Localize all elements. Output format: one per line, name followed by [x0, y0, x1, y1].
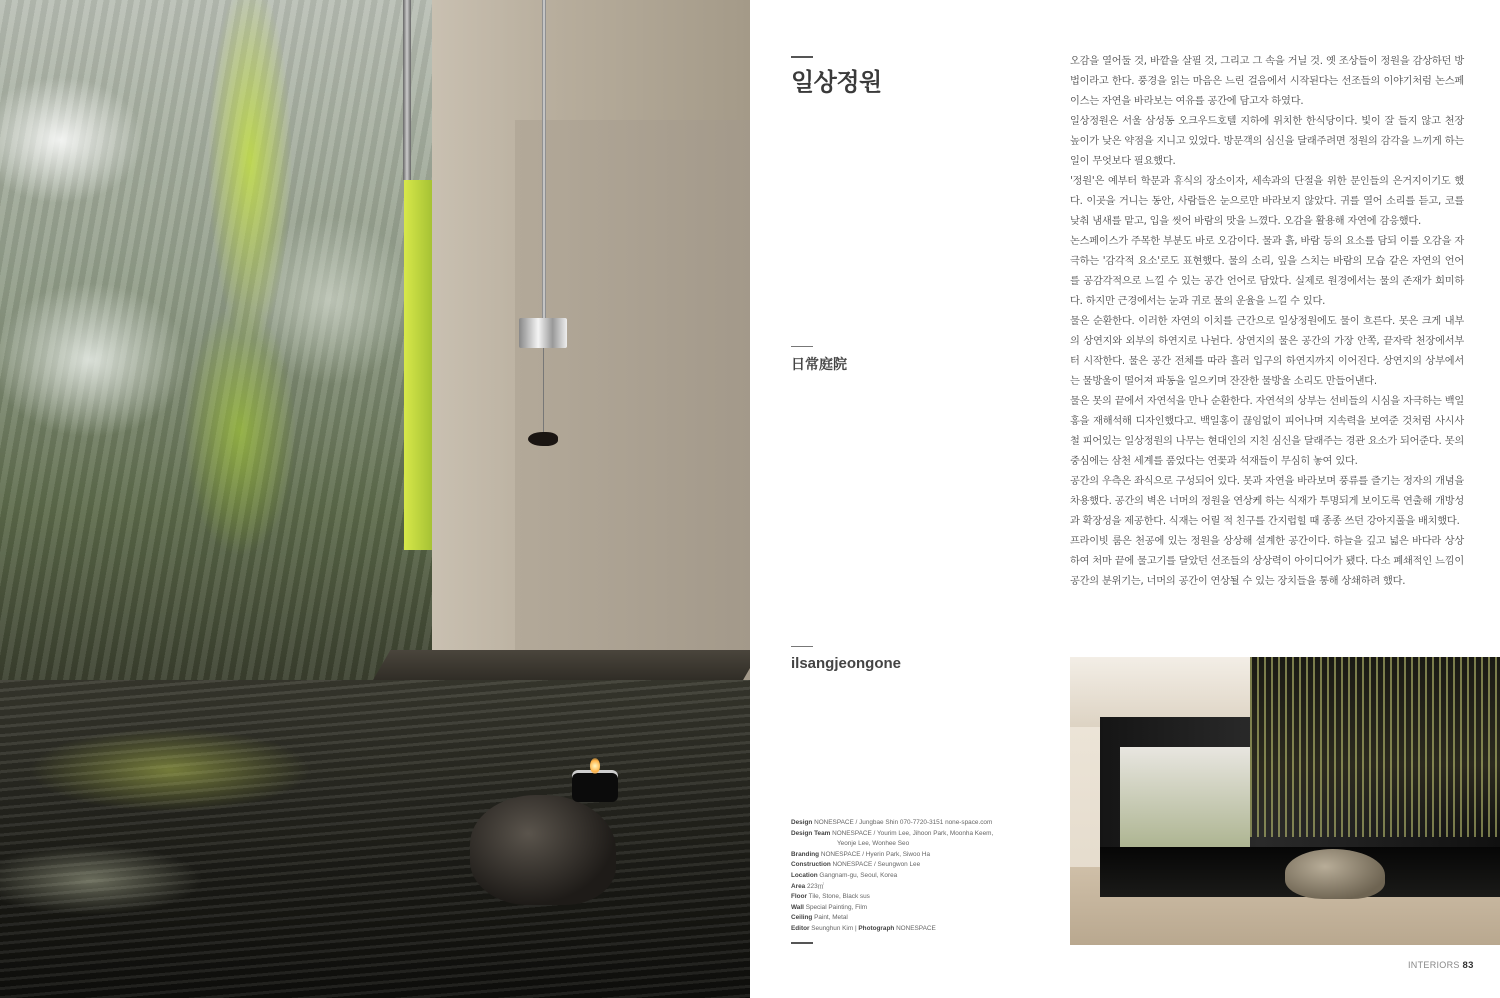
- wind-chime: [519, 318, 567, 348]
- article-body: [1070, 52, 1464, 592]
- interior-photo-entrance: [1070, 657, 1500, 945]
- credits-end-rule: [791, 942, 813, 944]
- chime-wire: [542, 0, 546, 320]
- title-en-rule: [791, 646, 813, 647]
- article-title-chinese: 日常庭院: [791, 357, 847, 373]
- body-paragraph: 물은 못의 끝에서 자연석을 만나 순환한다. 자연석의 상부는 선비들의 시심을 자극하는 백일홍을 재해석해 디자인했다고. 백일홍이 끊임없이 피어나며 지속력을 보여준 것처럼 사시사철 피어있는 일상정원의 나무는 현대인의 지친 심신을 달래주는 경관 요소가 되어준다. 못의 중심에는 삼천 세계를 품었다는 연꽃과 석재들이 무심히 놓여 있다.: [1070, 396, 1464, 467]
- body-paragraph: 공간의 우측은 좌식으로 구성되어 있다. 못과 자연을 바라보며 풍류를 즐기는 정자의 개념을 차용했다. 공간의 벽은 너머의 정원을 연상케 하는 식재가 투명되게 보이도록 연출해 개방성과 확장성을 제공한다. 식재는 어릴 적 친구를 간지럽힐 때 종종 쓰던 강아지풀을 배치했다.: [1070, 476, 1464, 527]
- textured-glass-wall: [0, 0, 432, 680]
- credit-design-team-cont: Yeonje Lee, Wonhee Seo: [837, 840, 910, 848]
- window-display: [1120, 747, 1250, 857]
- page-folio: [1408, 960, 1474, 971]
- entrance-stone: [1285, 849, 1385, 899]
- body-paragraph: 일상정원은 서울 삼성동 오크우드호텔 지하에 위치한 한식당이다. 빛이 잘 들지 않고 천장 높이가 낮은 약점을 지니고 있었다. 방문객의 심신을 달래주려면 정원의 감각을 느끼게 하는 일이 무엇보다 필요했다.: [1070, 116, 1464, 167]
- project-credits: [791, 818, 1031, 935]
- credit-branding: Branding NONESPACE / Hyerin Park, Siwoo Ha: [791, 850, 931, 858]
- green-light-strip: [404, 180, 432, 550]
- credit-construction: Construction NONESPACE / Seungwon Lee: [791, 861, 921, 869]
- credit-design: Design NONESPACE / Jungbae Shin 070-7720-3151 none-space.com: [791, 819, 993, 826]
- pond-water: [0, 680, 750, 998]
- hanging-installation: [1250, 657, 1500, 837]
- body-paragraph: 논스페이스가 주목한 부분도 바로 오감이다. 물과 흙, 바람 등의 요소를 담되 이를 오감을 자극하는 '감각적 요소'로도 표현했다. 물의 소리, 잎을 스치는 바람의 모습 같은 자연의 언어를 공감각적으로 느낄 수 있는 공간 언어로 담았다. 실제로 원경에서는 물의 존재가 희미하다. 하지만 근경에서는 눈과 귀로 물의 운율을 느낄 수 있다.: [1070, 236, 1464, 307]
- credit-location: Location Gangnam-gu, Seoul, Korea: [791, 871, 898, 879]
- wall-panel: [515, 120, 750, 680]
- article-title-korean: 일상정원: [791, 68, 882, 96]
- body-paragraph: 프라이빗 룸은 천공에 있는 정원을 상상해 설계한 공간이다. 하늘을 깊고 넓은 바다라 상상하여 처마 끝에 물고기를 달았던 선조들의 상상력이 아이디어가 됐다. 다소 폐쇄적인 느낌이 공간의 분위기는, 너머의 공간이 연상될 수 있는 장치들을 통해 상쇄하려 했다.: [1070, 536, 1464, 587]
- credit-editor-photo: Editor Seunghun Kim | Photograph NONESPACE: [791, 924, 936, 932]
- title-cn-rule: [791, 346, 813, 347]
- body-paragraph: 오감을 열어둘 것, 바깥을 살필 것, 그리고 그 속을 거닐 것. 옛 조상들이 정원을 감상하던 방법이라고 한다. 풍경을 읽는 마음은 느린 걸음에서 시작된다는 선조들의 이야기처럼 논스페이스는 자연을 바라보는 여유를 공간에 담고자 하였다.: [1070, 56, 1464, 107]
- credit-design-team: Design Team NONESPACE / Yourim Lee, Jihoon Park, Moonha Keem,: [791, 829, 994, 837]
- credit-area: Area 223㎡: [791, 882, 825, 890]
- magazine-name: INTERIORS: [1408, 960, 1460, 970]
- credit-floor: Floor Tile, Stone, Black sus: [791, 893, 870, 901]
- article-title-english: ilsangjeongone: [791, 655, 902, 672]
- fish-ornament: [528, 432, 558, 446]
- body-paragraph: '정원'은 예부터 학문과 휴식의 장소이자, 세속과의 단절을 위한 문인들의 은거지이기도 했다. 이곳을 거니는 동안, 사람들은 눈으로만 바라보지 않았다. 귀를 열어 소리를 듣고, 코를 낮춰 냄새를 맡고, 입을 씻어 바람의 맛을 느꼈다. 오감을 활용해 자연에 감응했다.: [1070, 176, 1464, 227]
- ceiling-pipe: [403, 0, 411, 180]
- title-rule: [791, 56, 813, 58]
- body-paragraph: 물은 순환한다. 이러한 자연의 이치를 근간으로 일상정원에도 물이 흐른다. 못은 크게 내부의 상연지와 외부의 하연지로 나뉜다. 상연지의 물은 공간의 가장 안쪽, 끝자락 천장에서부터 시작한다. 물은 공간 전체를 따라 흘러 입구의 하연지까지 이어진다. 상연지의 상부에서는 물방울이 떨어져 파동을 일으키며 잔잔한 물방울 소리도 만들어낸다.: [1070, 316, 1464, 387]
- candle-holder: [572, 770, 618, 802]
- chime-string: [543, 348, 544, 434]
- natural-stone: [470, 795, 616, 905]
- credit-wall: Wall Special Painting, Film: [791, 903, 868, 911]
- candle-flame: [590, 758, 600, 774]
- credit-ceiling: Ceiling Paint, Metal: [791, 914, 848, 922]
- page-number: 83: [1462, 960, 1474, 971]
